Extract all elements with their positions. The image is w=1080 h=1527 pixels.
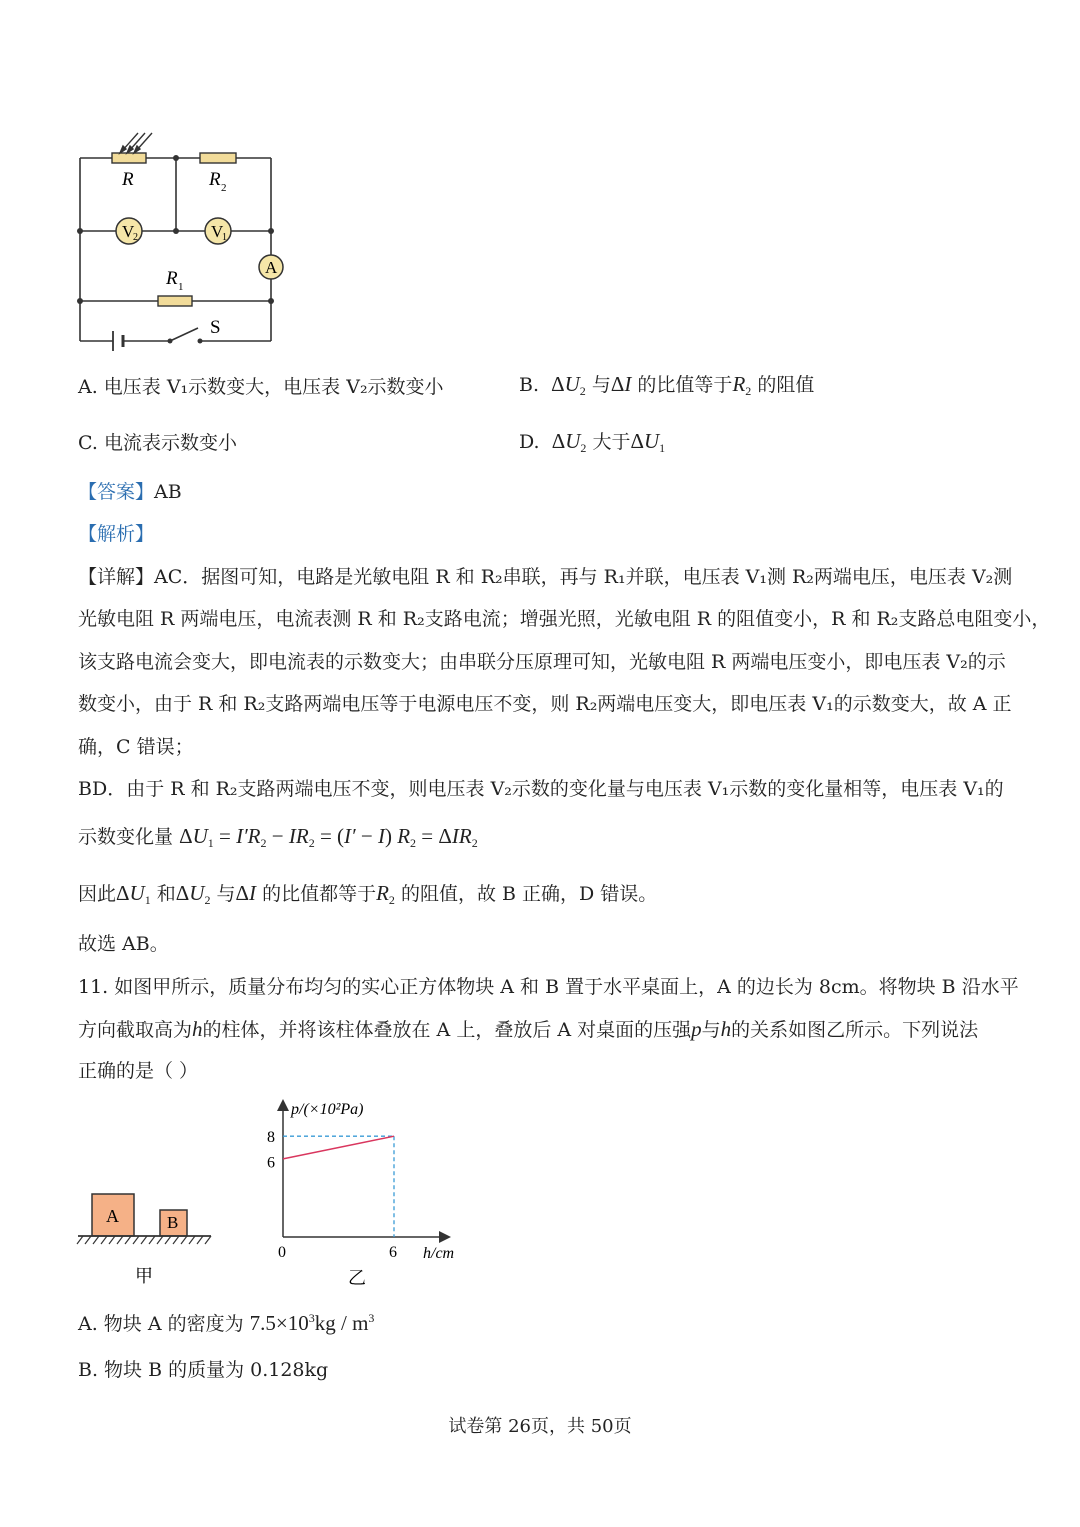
detail-line-2: 光敏电阻 R 两端电压，电流表测 R 和 R₂支路电流；增强光照，光敏电阻 R 的阻值变小，R 和 R₂支路总电阻变小， [78,608,1051,630]
photoresistor-R [112,153,146,163]
detail-line-3: 该支路电流会变大，即电流表的示数变大；由串联分压原理可知，光敏电阻 R 两端电压变小，即电压表 V₂的示 [78,651,1006,673]
resistor-R1 [158,296,192,306]
option-d: D. $\Delta U_2$ 大于$\Delta U_1$ [519,429,666,455]
x-tick-0: 0 [278,1244,286,1261]
circuit-diagram [70,125,300,360]
y-axis-label: p/(×10²Pa) [291,1101,364,1118]
y-tick-8: 8 [267,1129,275,1147]
r-label: R [122,169,134,190]
detail-line-9: 故选 AB。 [78,933,169,955]
series-line-p [283,1136,394,1159]
q11-option-a: A. 物块 A 的密度为 $7.5\times 10^3kg / m^3$ [78,1311,375,1335]
x-axis-label: h/cm [423,1245,455,1262]
block-a-label: A [106,1206,119,1226]
answer: 【答案】AB [78,481,182,503]
option-b: B. $\Delta U_2$ 与ΔI 的比值等于$R_2$ 的阻值 [519,372,815,398]
svg-text:1: 1 [222,232,227,243]
option-a: A. 电压表 V₁示数变大，电压表 V₂示数变小 [78,376,444,398]
block-b-label: B [167,1213,179,1232]
v1-label: V [211,222,224,241]
detail-line-4: 数变小，由于 R 和 R₂支路两端电压等于电源电压不变，则 R₂两端电压变大，即电压表 V₁的示数变大，故 A 正 [78,693,1012,715]
q11-line-2: 方向截取高为h的柱体，并将该柱体叠放在 A 上，叠放后 A 对桌面的压强p与h的关系如图乙所示。下列说法 [78,1017,979,1041]
s-label: S [210,317,221,338]
figure-yi-chart [255,1095,470,1290]
detail-line-1: 【详解】AC．据图可知，电路是光敏电阻 R 和 R₂串联，再与 R₁并联，电压表 V₁测 R₂两端电压，电压表 V₂测 [78,566,1013,588]
detail-line-5: 确，C 错误； [78,736,194,758]
figure-jia [75,1185,220,1290]
detail-line-8: 因此$\Delta U_1$ 和$\Delta U_2$ 与ΔI 的比值都等于$R_2$ 的阻值，故 B 正确，D 错误。 [78,881,658,907]
svg-text:1: 1 [178,281,184,293]
svg-text:2: 2 [221,182,227,194]
figure-jia-caption: 甲 [135,1266,153,1286]
page-footer: 试卷第 26页，共 50页 [448,1416,632,1437]
a-label: A [265,258,278,277]
v2-label: V [122,222,135,241]
r2-label: R [209,169,221,190]
detail-line-6: BD．由于 R 和 R₂支路两端电压不变，则电压表 V₂示数的变化量与电压表 V₁示数的变化量相等，电压表 V₁的 [78,778,1004,800]
analysis-heading: 【解析】 [78,523,155,545]
x-tick-6: 6 [389,1244,397,1261]
q11-line-1: 11. 如图甲所示，质量分布均匀的实心正方体物块 A 和 B 置于水平桌面上，A 的边长为 8cm。将物块 B 沿水平 [78,976,1019,998]
y-tick-6: 6 [267,1154,275,1172]
q11-option-b: B. 物块 B 的质量为 0.128kg [78,1359,329,1381]
detail-line-7: 示数变化量 $\Delta U_1 = I'R_2 - IR_2 = (I' - I) R_2 = \Delta IR_2$ [78,824,478,850]
light-arrows-icon [120,133,152,153]
r1-label: R [166,268,178,289]
q11-line-3: 正确的是（ ） [78,1060,199,1082]
option-c: C. 电流表示数变小 [78,432,237,454]
resistor-R2 [200,153,236,163]
figure-yi-caption: 乙 [348,1268,366,1288]
svg-text:2: 2 [133,232,138,243]
